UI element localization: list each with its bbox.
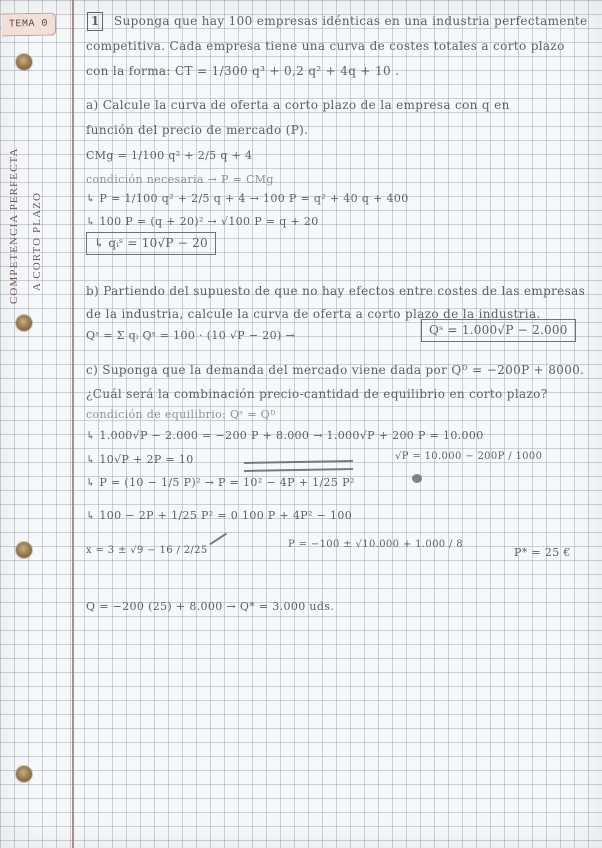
part-c-title-line: ¿Cuál será la combinación precio-cantidad de equilibrio en corto plazo?	[86, 387, 548, 401]
part-c-step: ↳ 10√P + 2P = 10	[86, 453, 194, 466]
notes-content	[86, 0, 586, 848]
part-a-title-line: función del precio de mercado (P).	[86, 123, 309, 137]
part-a-step: CMg = 1/100 q² + 2/5 q + 4	[86, 149, 253, 162]
binder-hole	[16, 766, 32, 782]
side-note-topic: COMPETENCIA PERFECTA	[8, 147, 20, 304]
scribble-mark	[412, 474, 422, 483]
part-a-answer-box: ↳ qᵢˢ = 10√P − 20	[86, 232, 216, 255]
part-b-working: Qˢ = Σ qᵢ Qˢ = 100 · (10 √P − 20) →	[86, 329, 296, 342]
part-c-step: x = 3 ± √9 − 16 / 2/25	[86, 545, 208, 556]
part-c-quantity-result: Q = −200 (25) + 8.000 → Q* = 3.000 uds.	[86, 600, 335, 613]
binder-hole	[16, 54, 32, 70]
part-a-step: ↳ 100 P = (q + 20)² → √100 P = q + 20	[86, 215, 319, 228]
problem-number-box: 1	[87, 12, 103, 31]
part-c-condition: condición de equilibrio: Qˢ = Qᴰ	[86, 408, 276, 421]
part-c-step: ↳ 1.000√P − 2.000 = −200 P + 8.000 → 1.000√P + 200 P = 10.000	[86, 429, 484, 442]
part-c-step: ↳ P = (10 − 1/5 P)² → P = 10² − 4P + 1/25 P²	[86, 476, 355, 489]
problem-statement-line: con la forma: CT = 1/300 q³ + 0,2 q² + 4q + 10 .	[86, 64, 400, 78]
binder-hole	[16, 315, 32, 331]
part-a-step: condición necesaria → P = CMg	[86, 173, 274, 186]
problem-statement-line: Suponga que hay 100 empresas idénticas en una industria perfectamente	[114, 14, 588, 28]
side-note-subtopic: A CORTO PLAZO	[31, 191, 43, 291]
margin-slash-mark	[209, 533, 227, 545]
part-a-title-line: a) Calcule la curva de oferta a corto plazo de la empresa con q en	[86, 98, 510, 112]
part-c-title-line: c) Suponga que la demanda del mercado viene dada por Qᴰ = −200P + 8000.	[86, 363, 585, 377]
part-b-title-line: b) Partiendo del supuesto de que no hay efectos entre costes de las empresas	[86, 284, 586, 298]
part-c-price-result: P* = 25 €	[514, 546, 571, 559]
part-c-step: ↳ 100 − 2P + 1/25 P² = 0 100 P + 4P² − 100	[86, 509, 353, 522]
part-c-step: √P = 10.000 − 200P / 1000	[395, 451, 543, 462]
binder-hole	[16, 542, 32, 558]
topic-tab: TEMA 0	[2, 13, 56, 37]
crossed-out-work	[244, 460, 353, 472]
part-a-step: ↳ P = 1/100 q² + 2/5 q + 4 → 100 P = q² + 40 q + 400	[86, 192, 409, 205]
part-b-answer-box: Qˢ = 1.000√P − 2.000	[421, 319, 576, 342]
part-b-title-line: de la industria, calcule la curva de oferta a corto plazo de la industria.	[86, 307, 541, 321]
problem-statement-line: competitiva. Cada empresa tiene una curva de costes totales a corto plazo	[86, 39, 565, 53]
margin-line	[72, 0, 74, 848]
part-c-step: P = −100 ± √10.000 + 1.000 / 8	[288, 539, 463, 550]
